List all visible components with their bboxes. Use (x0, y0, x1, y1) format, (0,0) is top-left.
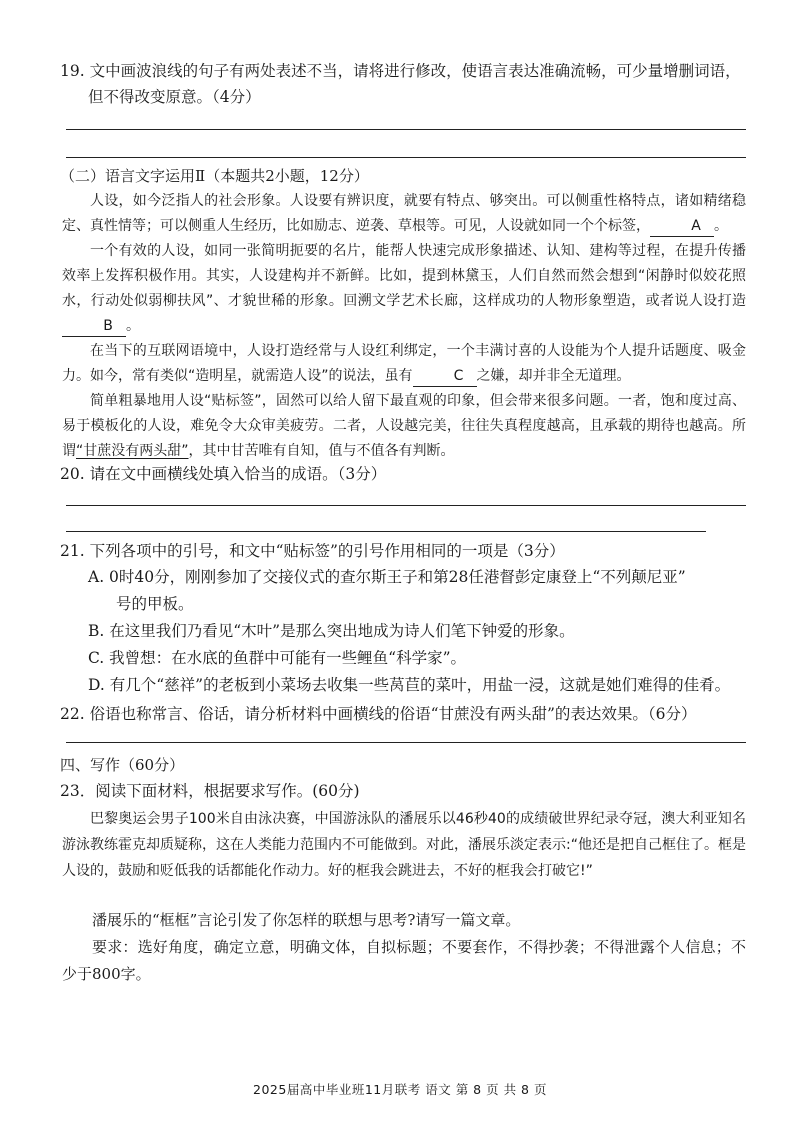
answer-line (66, 157, 746, 158)
blank-A: A (650, 216, 714, 237)
option-C: C. 我曾想：在水底的鱼群中可能有一些鲤鱼“科学家”。 (88, 649, 467, 667)
passage-paragraph-1: 人设，如今泛指人的社会形象。人设要有辨识度，就要有特点、够突出。可以侧重性格特点，诸如精绪稳定、真性情等；可以侧重人生经历，比如励志、逆袭、草根等。可见，人设就如同一个个标签， A 。 (62, 189, 746, 239)
option-D: D. 有几个“慈祥”的老板到小菜场去收集一些莴苣的菜叶，用盐一浸，这就是她们难得的佳肴。 (88, 676, 731, 694)
answer-line (66, 531, 706, 532)
blank-B: B (62, 316, 126, 337)
question-21-stem: 21. 下列各项中的引号，和文中“贴标签”的引号作用相同的一项是（3分） (60, 542, 565, 560)
question-20: 20. 请在文中画横线处填入恰当的成语。（3分） (60, 465, 387, 483)
section-2-passage (62, 189, 746, 464)
answer-line (66, 742, 746, 743)
question-22: 22. 俗语也称常言、俗话，请分析材料中画横线的俗语“甘蔗没有两头甜”的表达效果。（6分） (60, 705, 697, 723)
answer-line (66, 129, 746, 130)
option-A: A. 0时40分，刚刚参加了交接仪式的查尔斯王子和第28任港督彭定康登上“不列颠尼亚” 号的甲板。 (88, 568, 686, 613)
question-21 (60, 538, 760, 699)
writing-requirement: 要求：选好角度，确定立意，明确文体，自拟标题；不要套作，不得抄袭；不得泄露个人信息；不少于800字。 (62, 938, 746, 983)
section-4-title: 四、写作（60分） (60, 756, 185, 774)
option-B: B. 在这里我们乃看见“木叶”是那么突出地成为诗人们笔下钟爱的形象。 (88, 622, 575, 640)
passage-paragraph-4: 简单粗暴地用人设“贴标签”，固然可以给人留下最直观的印象，但会带来很多问题。一者，饱和度过高、易于模板化的人设，难免令大众审美疲劳。二者，人设越完美，往往失真程度越高，且承载的期待也越高。所谓“甘蔗没有两头甜”，其中甘苦唯有自知，值与不值各有判断。 (62, 393, 746, 459)
blank-C: C (413, 366, 477, 387)
question-19-line1: 19. 文中画波浪线的句子有两处表述不当，请将进行修改，使语言表达准确流畅，可少量增删词语， (60, 62, 741, 80)
writing-prompt: 潘展乐的“框框”言论引发了你怎样的联想与思考?请写一篇文章。 (92, 911, 521, 929)
passage-paragraph-3: 在当下的互联网语境中，人设打造经常与人设红利绑定，一个丰满讨喜的人设能为个人提升话题度、吸金力。如今，常有类似“造明星，就需造人设”的说法，虽有 C 之嫌，却并非全无道理。 (62, 339, 746, 389)
question-19 (60, 58, 750, 110)
answer-line (66, 505, 746, 506)
question-19-line2: 但不得改变原意。（4分） (88, 88, 261, 106)
section-2-title: （二）语言文字运用Ⅱ（本题共2小题，12分） (60, 167, 369, 185)
question-23: 23．阅读下面材料，根据要求写作。(60分) (60, 782, 360, 800)
underlined-proverb: “甘蔗没有两头甜” (76, 443, 189, 459)
writing-material: 巴黎奥运会男子100米自由泳决赛，中国游泳队的潘展乐以46秒40的成绩破世界纪录夺冠，澳大利亚知名游泳教练霍克却质疑称，这在人类能力范围内不可能做到。对此，潘展乐淡定表示:“他还是把自己框住了。框是人设的，鼓励和贬低我的话都能化作动力。好的框我会跳进去，不好的框我会打破它!” (62, 811, 746, 879)
passage-paragraph-2: 一个有效的人设，如同一张简明扼要的名片，能帮人快速完成形象描述、认知、建构等过程，在提升传播效率上发挥积极作用。其实，人设建构并不新鲜。比如，提到林黛玉，人们自然而然会想到“闲静时似姣花照水，行动处似弱柳扶风”、才貌世稀的形象。回溯文学艺术长廊，这样成功的人物形象塑造，或者说人设打造B 。 (62, 239, 746, 339)
page-footer: 2025届高中毕业班11月联考 语文 第 8 页 共 8 页 (253, 1082, 547, 1097)
